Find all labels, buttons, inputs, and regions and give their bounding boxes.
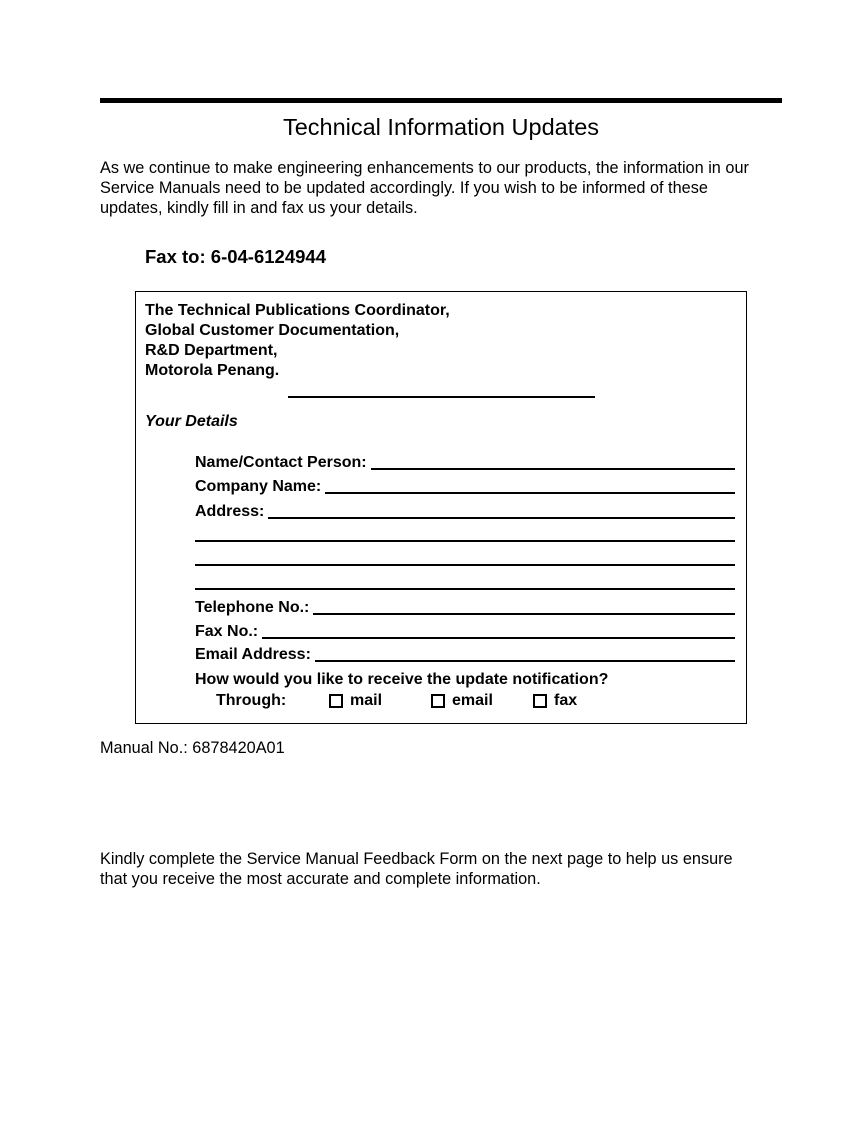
fax-option-label: fax: [554, 692, 578, 709]
mail-checkbox[interactable]: [329, 694, 343, 708]
notification-question: How would you like to receive the update notification?: [195, 671, 609, 688]
company-input-line[interactable]: [325, 490, 735, 494]
page-title: Technical Information Updates: [282, 114, 600, 140]
fax-option[interactable]: [533, 692, 577, 710]
email-option[interactable]: [431, 692, 493, 710]
telephone-input-line[interactable]: [313, 611, 735, 615]
through-label: Through:: [216, 692, 287, 709]
email-field[interactable]: [195, 642, 735, 664]
email-checkbox[interactable]: [431, 694, 445, 708]
mail-option-label: mail: [350, 692, 383, 709]
addressee-line: R&D Department,: [145, 342, 278, 359]
intro-line: Service Manuals need to be updated accordingly. If you wish to be informed of these: [100, 179, 708, 197]
top-rule: [100, 98, 782, 103]
fax-number: Fax to: 6-04-6124944: [145, 246, 326, 267]
fax-label: Fax No.:: [195, 623, 259, 640]
name-field[interactable]: [195, 450, 735, 472]
feedback-line: Kindly complete the Service Manual Feedback Form on the next page to help us ensure: [100, 850, 733, 868]
address-input-line[interactable]: [268, 515, 735, 519]
address-line-3[interactable]: [195, 564, 735, 566]
intro-line: updates, kindly fill in and fax us your details.: [100, 199, 418, 217]
fax-field[interactable]: [195, 619, 735, 641]
telephone-label: Telephone No.:: [195, 599, 310, 616]
name-label: Name/Contact Person:: [195, 454, 367, 471]
company-label: Company Name:: [195, 478, 322, 495]
section-divider: [288, 396, 595, 398]
email-option-label: email: [452, 692, 493, 709]
email-input-line[interactable]: [315, 658, 735, 662]
name-input-line[interactable]: [371, 466, 735, 470]
feedback-line: that you receive the most accurate and complete information.: [100, 870, 541, 888]
addressee-line: Global Customer Documentation,: [145, 322, 400, 339]
address-field[interactable]: [195, 499, 735, 521]
company-field[interactable]: [195, 474, 735, 496]
addressee-line: The Technical Publications Coordinator,: [145, 302, 450, 319]
intro-line: As we continue to make engineering enhancements to our products, the information in our: [100, 159, 749, 177]
address-line-4[interactable]: [195, 588, 735, 590]
addressee-line: Motorola Penang.: [145, 362, 280, 379]
telephone-field[interactable]: [195, 595, 735, 617]
fax-form: [135, 291, 747, 724]
address-label: Address:: [195, 503, 265, 520]
fax-input-line[interactable]: [262, 635, 735, 639]
intro-paragraph: [100, 158, 800, 218]
address-line-2[interactable]: [195, 540, 735, 542]
manual-number: Manual No.: 6878420A01: [100, 739, 285, 757]
addressee-block: [145, 301, 450, 381]
email-label: Email Address:: [195, 646, 311, 663]
mail-option[interactable]: [329, 692, 382, 710]
feedback-note: [100, 849, 800, 889]
your-details-heading: Your Details: [145, 413, 238, 430]
fax-checkbox[interactable]: [533, 694, 547, 708]
